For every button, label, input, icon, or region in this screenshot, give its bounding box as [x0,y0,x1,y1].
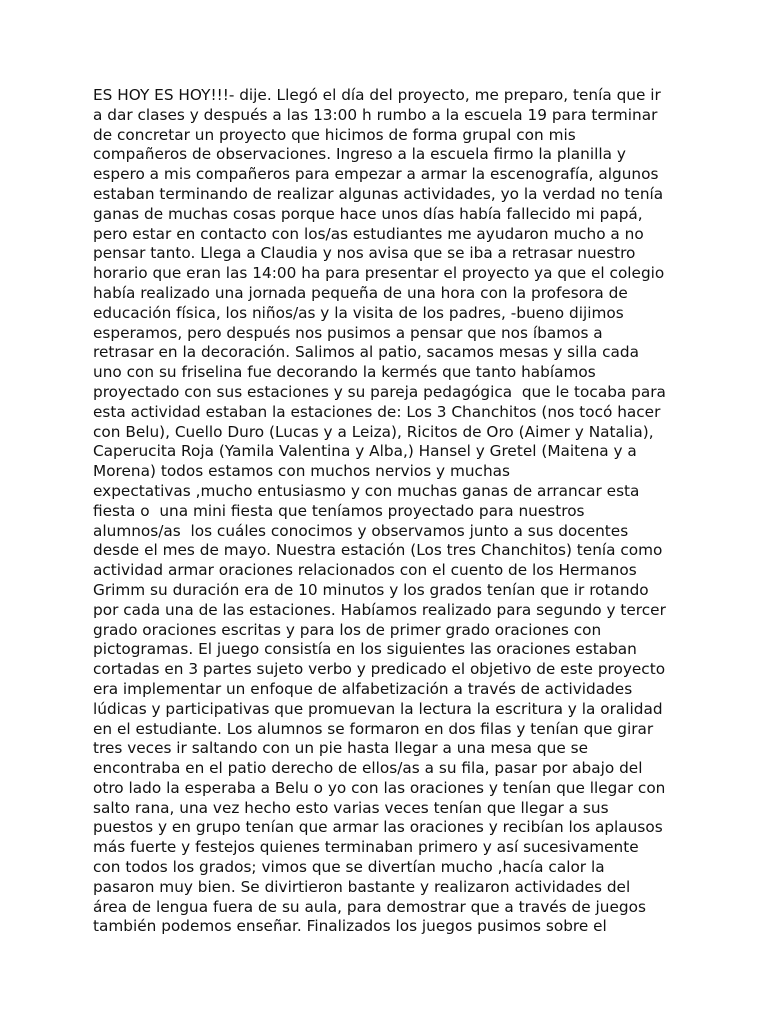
text-line: compañeros de observaciones. Ingreso a la escuela firmo la planilla y [93,145,626,164]
text-line: con todos los grados; vimos que se divertían mucho ,hacía calor la [93,858,605,877]
text-line: con Belu), Cuello Duro (Lucas y a Leiza), Ricitos de Oro (Aimer y Natalia), [93,422,654,441]
text-line: proyectado con sus estaciones y su pareja pedagógica que le tocaba para [93,382,666,401]
text-line: educación física, los niños/as y la visita de los padres, -bueno dijimos [93,303,624,322]
text-line: pictogramas. El juego consistía en los siguientes las oraciones estaban [93,640,637,659]
text-line: alumnos/as los cuáles conocimos y observamos junto a sus docentes [93,521,629,540]
text-line: espero a mis compañeros para empezar a armar la escenografía, algunos [93,165,659,184]
text-line: puestos y en grupo tenían que armar las oraciones y recibían los aplausos [93,818,663,837]
text-line: expectativas ,mucho entusiasmo y con muchas ganas de arrancar esta [93,481,640,500]
text-line: fiesta o una mini fiesta que teníamos proyectado para nuestros [93,501,585,520]
text-line: de concretar un proyecto que hicimos de forma grupal con mis [93,125,576,144]
text-line: tres veces ir saltando con un pie hasta llegar a una mesa que se [93,739,588,758]
text-line: grado oraciones escritas y para los de primer grado oraciones con [93,620,602,639]
text-line: en el estudiante. Los alumnos se formaron en dos filas y tenían que girar [93,719,654,738]
text-line: también podemos enseñar. Finalizados los juegos pusimos sobre el [93,917,607,936]
text-line: esperamos, pero después nos pusimos a pensar que nos íbamos a [93,323,603,342]
text-line: a dar clases y después a las 13:00 h rumbo a la escuela 19 para terminar [93,105,658,124]
text-line: había realizado una jornada pequeña de una hora con la profesora de [93,283,628,302]
text-line: Morena) todos estamos con muchos nervios y muchas [93,462,510,481]
text-line: otro lado la esperaba a Belu o yo con las oraciones y tenían que llegar con [93,778,666,797]
text-line: más fuerte y festejos quienes terminaban primero y así sucesivamente [93,838,639,857]
text-line: pero estar en contacto con los/as estudiantes me ayudaron mucho a no [93,224,644,243]
text-line: Grimm su duración era de 10 minutos y los grados tenían que ir rotando [93,580,649,599]
text-line: desde el mes de mayo. Nuestra estación (Los tres Chanchitos) tenía como [93,541,663,560]
text-line: horario que eran las 14:00 ha para presentar el proyecto ya que el colegio [93,264,665,283]
text-line: retrasar en la decoración. Salimos al patio, sacamos mesas y silla cada [93,343,639,362]
text-line: era implementar un enfoque de alfabetización a través de actividades [93,679,633,698]
text-line: pensar tanto. Llega a Claudia y nos avisa que se iba a retrasar nuestro [93,244,636,263]
text-line: actividad armar oraciones relacionados con el cuento de los Hermanos [93,561,637,580]
text-line: encontraba en el patio derecho de ellos/as a su fila, pasar por abajo del [93,759,643,778]
text-line: por cada una de las estaciones. Habíamos realizado para segundo y tercer [93,600,666,619]
text-line: ES HOY ES HOY!!!- dije. Llegó el día del proyecto, me preparo, tenía que ir [93,86,661,104]
text-line: estaban terminando de realizar algunas actividades, yo la verdad no tenía [93,184,664,203]
text-line: uno con su friselina fue decorando la kermés que tanto habíamos [93,363,596,382]
text-line: ganas de muchas cosas porque hace unos días había fallecido mi papá, [93,204,643,223]
text-line: lúdicas y participativas que promuevan la lectura la escritura y la oralidad [93,699,663,718]
text-line: pasaron muy bien. Se divirtieron bastante y realizaron actividades del [93,877,631,896]
text-line: cortadas en 3 partes sujeto verbo y predicado el objetivo de este proyecto [93,660,666,679]
body-paragraph [93,86,683,937]
text-line: esta actividad estaban la estaciones de: Los 3 Chanchitos (nos tocó hacer [93,402,661,421]
text-line: área de lengua fuera de su aula, para demostrar que a través de juegos [93,897,646,916]
text-line: salto rana, una vez hecho esto varias veces tenían que llegar a sus [93,798,609,817]
text-line: Caperucita Roja (Yamila Valentina y Alba,) Hansel y Gretel (Maitena y a [93,442,637,461]
